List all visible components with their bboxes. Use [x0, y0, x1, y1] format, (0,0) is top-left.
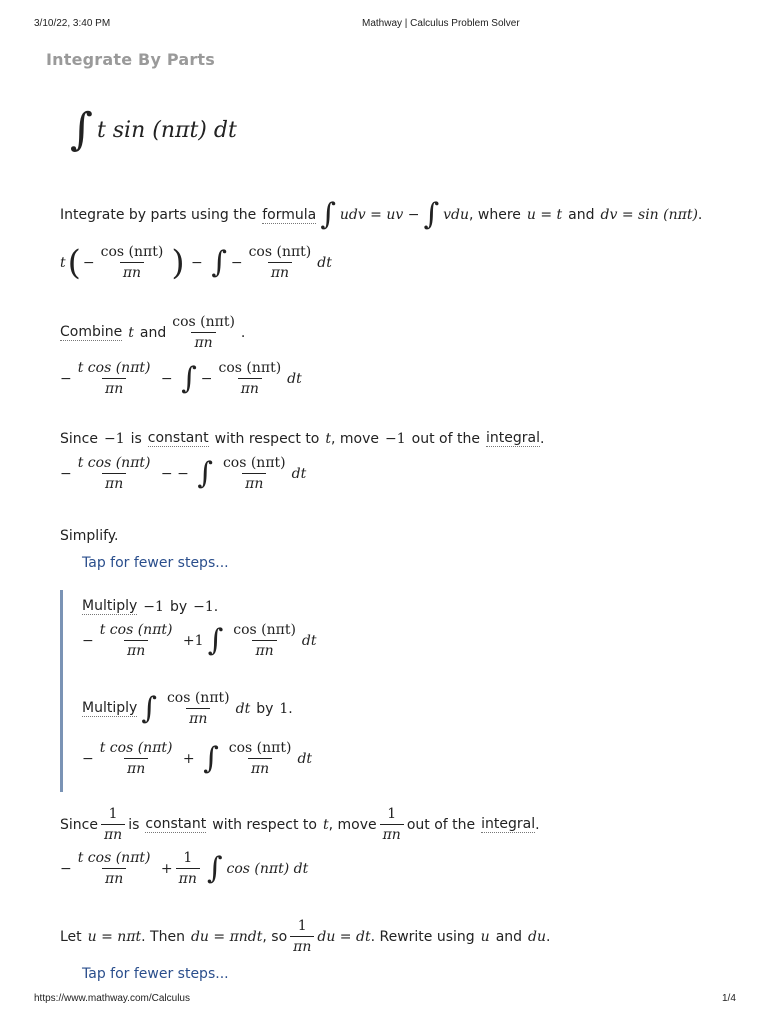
substep-2-result: − $\frac{\text{t cos (nπt)}}{\pi n}$ + ∫ $\frac{\text{cos (nπt)}}{\pi n}$ dt	[82, 740, 313, 777]
integral-link[interactable]: integral	[481, 816, 536, 832]
substep-1-result: − $\frac{\text{t cos (nπt)}}{\pi n}$ + 1 ∫ $\frac{\text{cos (nπt)}}{\pi n}$ dt	[82, 622, 317, 659]
substep-bar	[60, 590, 63, 792]
constant-link[interactable]: constant	[145, 816, 207, 832]
step-1-result: t ( − $\frac{\text{cos (nπt)}}{\pi n}$ ) − ∫ − $\frac{\text{cos (nπt)}}{\pi n}$ dt	[60, 242, 332, 283]
step-3-result: − $\frac{\text{t cos (nπt)}}{\pi n}$ − − ∫ $\frac{\text{cos (nπt)}}{\pi n}$ dt	[60, 455, 307, 492]
print-datetime: 3/10/22, 3:40 PM	[34, 18, 111, 29]
tap-for-fewer-steps-link[interactable]: Tap for fewer steps...	[82, 555, 229, 571]
fraction: $\frac{\text{cos (nπt)}}{\pi n}$	[172, 314, 235, 351]
step-text: , where	[468, 207, 521, 223]
integral-sign: ∫	[211, 244, 227, 280]
integral-sign: ∫	[320, 197, 336, 232]
step-2-result: − $\frac{\text{t cos (nπt)}}{\pi n}$ − ∫ − $\frac{\text{cos (nπt)}}{\pi n}$ dt	[60, 360, 302, 397]
page-title: Integrate By Parts	[46, 50, 216, 69]
dv-definition: dv = sin (nπt)	[600, 207, 698, 223]
fraction: $\frac{\text{t cos (nπt)}}{\pi n}$	[77, 360, 151, 397]
fraction: $\frac{\text{cos (nπt)}}{\pi n}$	[218, 360, 282, 397]
substep-1-text: Multiply −1 by −1 .	[82, 598, 219, 615]
substep-2-text: Multiply ∫ $\frac{\text{cos (nπt)}}{\pi n}$ dt by 1 .	[82, 690, 293, 727]
integral-link[interactable]: integral	[485, 430, 540, 446]
fraction: $\frac{\text{cos (nπt)}}{\pi n}$	[100, 244, 164, 281]
combine-link[interactable]: Combine	[60, 324, 123, 340]
multiply-link[interactable]: Multiply	[82, 700, 138, 716]
tap-for-fewer-steps-link[interactable]: Tap for fewer steps...	[82, 966, 229, 982]
step-6-text: Let u = nπt . Then du = πndt , so $\frac{1}{\pi n}$ du = dt . Rewrite using u and du .	[60, 918, 551, 955]
formula-udv: udv = uv −	[339, 207, 420, 223]
multiply-link[interactable]: Multiply	[82, 598, 138, 614]
problem-integrand: t sin (nπt) dt	[96, 117, 237, 143]
var-t: t	[60, 254, 66, 271]
formula-vdu: vdu	[443, 207, 469, 223]
u-definition: u = t	[526, 207, 563, 223]
integral-sign: ∫	[70, 104, 93, 155]
problem-expression	[66, 104, 237, 155]
print-url: https://www.mathway.com/Calculus	[34, 993, 190, 1004]
step-5-text: Since $\frac{1}{\pi n}$ is constant with respect to t , move $\frac{1}{\pi n}$ out of the integral .	[60, 806, 540, 843]
step-1-text: Integrate by parts using the formula ∫ udv = uv − ∫ vdu , where u = t and dv = sin (nπt) .	[60, 197, 703, 232]
print-page-number: 1/4	[722, 993, 736, 1004]
step-2-text: Combine t and $\frac{\text{cos (nπt)}}{\pi n}$ .	[60, 314, 246, 351]
step-3-text: Since −1 is constant with respect to t , move −1 out of the integral .	[60, 430, 545, 447]
step-text: Integrate by parts using the	[60, 207, 257, 223]
step-text: and	[139, 324, 167, 341]
fraction: $\frac{\text{cos (nπt)}}{\pi n}$	[248, 244, 312, 281]
formula-link[interactable]: formula	[262, 206, 317, 223]
integral-sign: ∫	[423, 197, 440, 232]
step-text: and	[568, 207, 595, 223]
print-page-title: Mathway | Calculus Problem Solver	[362, 18, 520, 29]
constant-link[interactable]: constant	[147, 430, 209, 446]
simplify-text: Simplify.	[60, 528, 119, 544]
step-5-result: − $\frac{\text{t cos (nπt)}}{\pi n}$ + $\frac{1}{\pi n}$ ∫ cos (nπt) dt	[60, 850, 309, 887]
